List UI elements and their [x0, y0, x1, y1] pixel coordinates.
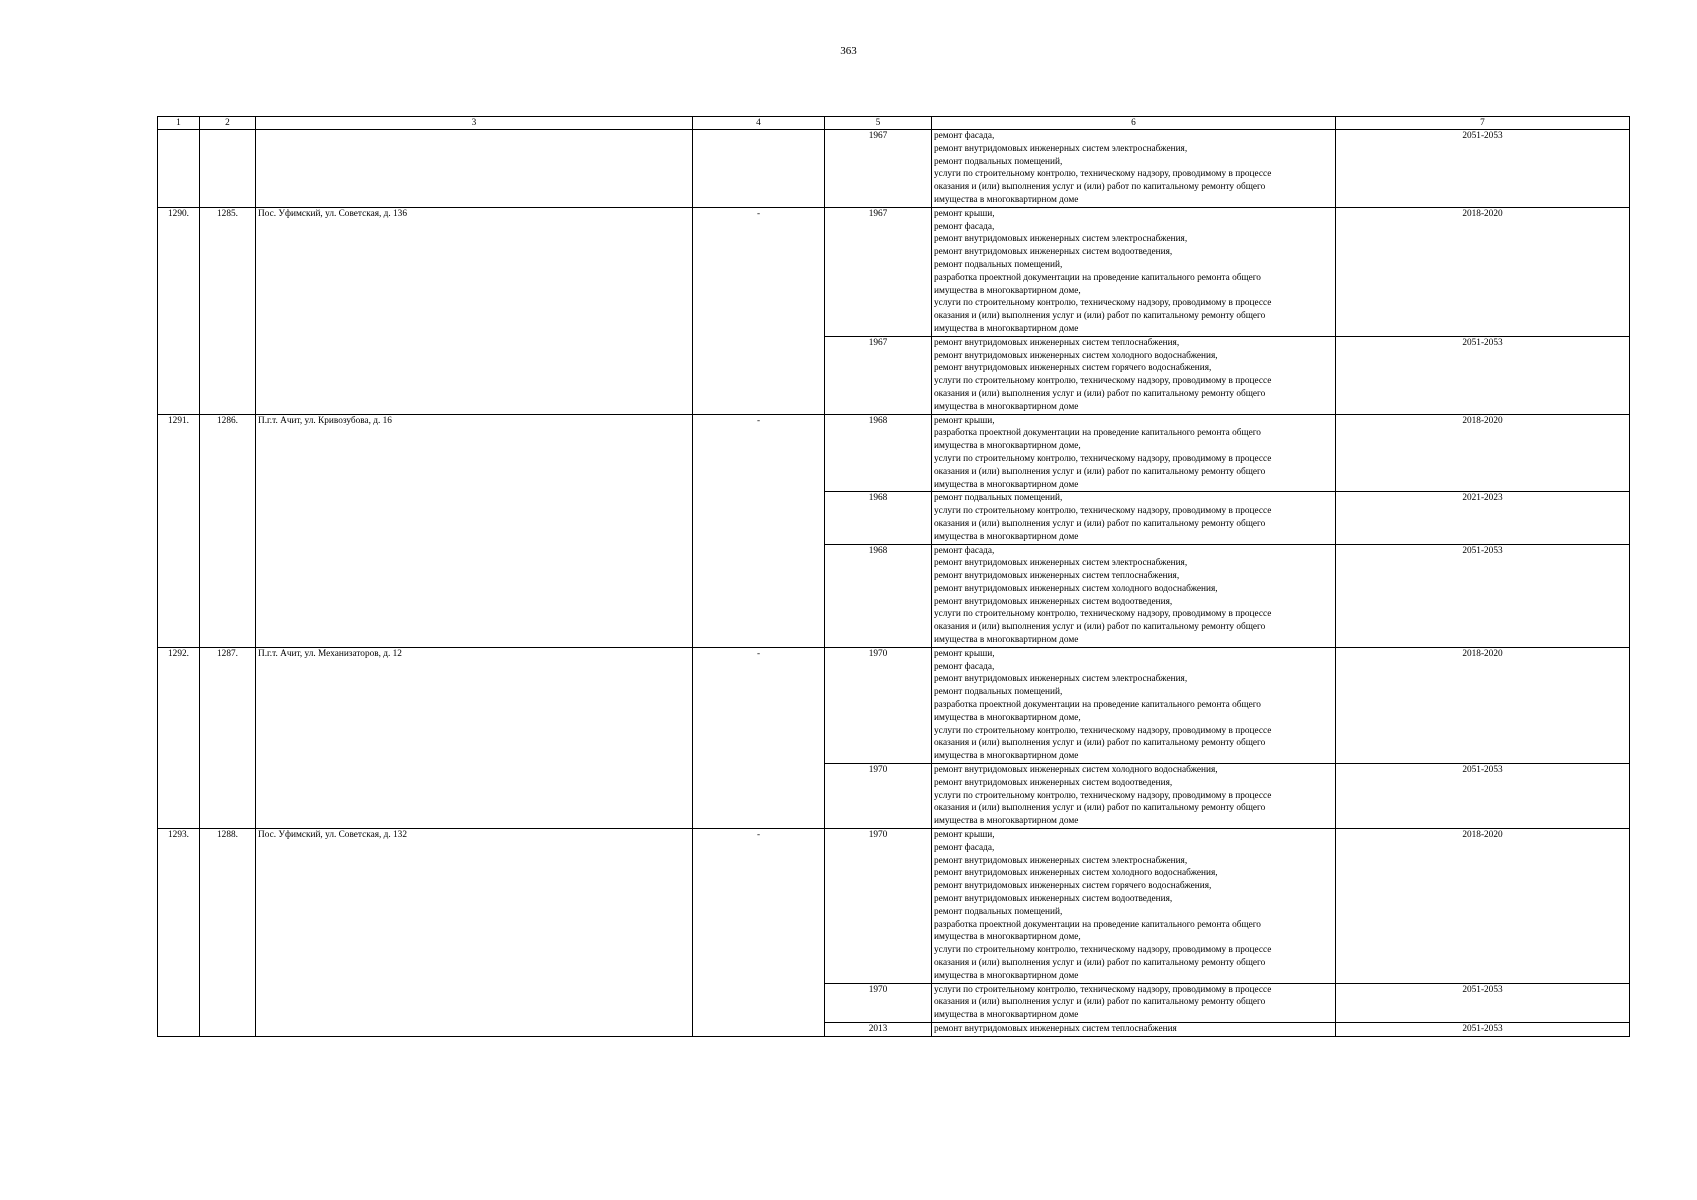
table-row [158, 207, 1630, 336]
header-col-3: 3 [256, 117, 693, 130]
works-list: ремонт внутридомовых инженерных систем теплоснабжения, ремонт внутридомовых инженерных систем холодного водоснабжения, ремонт внутридомовых инженерных систем горячего водоснабжения, услуги по строительному контролю, техническому надзору, проводимому в процессе оказания и (или) выполнения услуг и (или) работ по капитальному ремонту общего имущества в многоквартирном доме [932, 336, 1336, 414]
period: 2051-2053 [1336, 130, 1630, 208]
area [693, 130, 825, 208]
header-col-4: 4 [693, 117, 825, 130]
row-number-2: 1286. [200, 414, 256, 647]
works-list: ремонт крыши, ремонт фасада, ремонт внутридомовых инженерных систем электроснабжения, ремонт внутридомовых инженерных систем водоотведения, ремонт подвальных помещений, разработка проектной документации на проведение капитального ремонта общего имущества в многоквартирном доме, услуги по строительному контролю, техническому надзору, проводимому в процессе оказания и (или) выполнения услуг и (или) работ по капитальному ремонту общего имущества в многоквартирном доме [932, 207, 1336, 336]
year: 1970 [825, 764, 932, 829]
period: 2051-2053 [1336, 983, 1630, 1022]
works-list: ремонт крыши, разработка проектной документации на проведение капитального ремонта общего имущества в многоквартирном доме, услуги по строительному контролю, техническому надзору, проводимому в процессе оказания и (или) выполнения услуг и (или) работ по капитальному ремонту общего имущества в многоквартирном доме [932, 414, 1336, 492]
works-list: ремонт крыши, ремонт фасада, ремонт внутридомовых инженерных систем электроснабжения, ремонт внутридомовых инженерных систем холодного водоснабжения, ремонт внутридомовых инженерных систем горячего водоснабжения, ремонт внутридомовых инженерных систем водоотведения, ремонт подвальных помещений, разработка проектной документации на проведение капитального ремонта общего имущества в многоквартирном доме, услуги по строительному контролю, техническому надзору, проводимому в процессе оказания и (или) выполнения услуг и (или) работ по капитальному ремонту общего имущества в многоквартирном доме [932, 829, 1336, 984]
row-number [158, 130, 200, 208]
area: - [693, 829, 825, 1037]
row-number-2: 1288. [200, 829, 256, 1037]
row-number: 1291. [158, 414, 200, 647]
header-col-7: 7 [1336, 117, 1630, 130]
year: 1968 [825, 492, 932, 544]
year: 1970 [825, 983, 932, 1022]
page-number: 363 [840, 45, 857, 57]
row-number-2: 1287. [200, 647, 256, 828]
period: 2051-2053 [1336, 336, 1630, 414]
year: 1967 [825, 130, 932, 208]
works-list: ремонт подвальных помещений, услуги по строительному контролю, техническому надзору, проводимому в процессе оказания и (или) выполнения услуг и (или) работ по капитальному ремонту общего имущества в многоквартирном доме [932, 492, 1336, 544]
table-row [158, 414, 1630, 492]
period: 2018-2020 [1336, 647, 1630, 763]
table-row [158, 829, 1630, 984]
year: 1970 [825, 647, 932, 763]
row-number-2 [200, 130, 256, 208]
year: 2013 [825, 1022, 932, 1036]
year: 1967 [825, 336, 932, 414]
period: 2051-2053 [1336, 1022, 1630, 1036]
table-row [158, 130, 1630, 208]
address: Пос. Уфимский, ул. Советская, д. 132 [256, 829, 693, 1037]
period: 2021-2023 [1336, 492, 1630, 544]
table-row [158, 647, 1630, 763]
works-list: ремонт внутридомовых инженерных систем теплоснабжения [932, 1022, 1336, 1036]
year: 1970 [825, 829, 932, 984]
row-number: 1292. [158, 647, 200, 828]
period: 2018-2020 [1336, 207, 1630, 336]
header-row [158, 117, 1630, 130]
period: 2051-2053 [1336, 764, 1630, 829]
header-col-6: 6 [932, 117, 1336, 130]
works-list: ремонт крыши, ремонт фасада, ремонт внутридомовых инженерных систем электроснабжения, ремонт подвальных помещений, разработка проектной документации на проведение капитального ремонта общего имущества в многоквартирном доме, услуги по строительному контролю, техническому надзору, проводимому в процессе оказания и (или) выполнения услуг и (или) работ по капитальному ремонту общего имущества в многоквартирном доме [932, 647, 1336, 763]
period: 2018-2020 [1336, 414, 1630, 492]
works-list: ремонт фасада, ремонт внутридомовых инженерных систем электроснабжения, ремонт внутридомовых инженерных систем теплоснабжения, ремонт внутридомовых инженерных систем холодного водоснабжения, ремонт внутридомовых инженерных систем водоотведения, услуги по строительному контролю, техническому надзору, проводимому в процессе оказания и (или) выполнения услуг и (или) работ по капитальному ремонту общего имущества в многоквартирном доме [932, 544, 1336, 647]
area: - [693, 207, 825, 414]
address: П.г.т. Ачит, ул. Кривозубова, д. 16 [256, 414, 693, 647]
works-list: услуги по строительному контролю, техническому надзору, проводимому в процессе оказания и (или) выполнения услуг и (или) работ по капитальному ремонту общего имущества в многоквартирном доме [932, 983, 1336, 1022]
year: 1967 [825, 207, 932, 336]
works-list: ремонт фасада, ремонт внутридомовых инженерных систем электроснабжения, ремонт подвальных помещений, услуги по строительному контролю, техническому надзору, проводимому в процессе оказания и (или) выполнения услуг и (или) работ по капитальному ремонту общего имущества в многоквартирном доме [932, 130, 1336, 208]
row-number: 1293. [158, 829, 200, 1037]
year: 1968 [825, 544, 932, 647]
area: - [693, 414, 825, 647]
year: 1968 [825, 414, 932, 492]
repair-schedule-table [157, 116, 1630, 1037]
row-number: 1290. [158, 207, 200, 414]
header-col-1: 1 [158, 117, 200, 130]
header-col-2: 2 [200, 117, 256, 130]
works-list: ремонт внутридомовых инженерных систем холодного водоснабжения, ремонт внутридомовых инженерных систем водоотведения, услуги по строительному контролю, техническому надзору, проводимому в процессе оказания и (или) выполнения услуг и (или) работ по капитальному ремонту общего имущества в многоквартирном доме [932, 764, 1336, 829]
address [256, 130, 693, 208]
area: - [693, 647, 825, 828]
period: 2018-2020 [1336, 829, 1630, 984]
header-col-5: 5 [825, 117, 932, 130]
address: П.г.т. Ачит, ул. Механизаторов, д. 12 [256, 647, 693, 828]
row-number-2: 1285. [200, 207, 256, 414]
period: 2051-2053 [1336, 544, 1630, 647]
address: Пос. Уфимский, ул. Советская, д. 136 [256, 207, 693, 414]
